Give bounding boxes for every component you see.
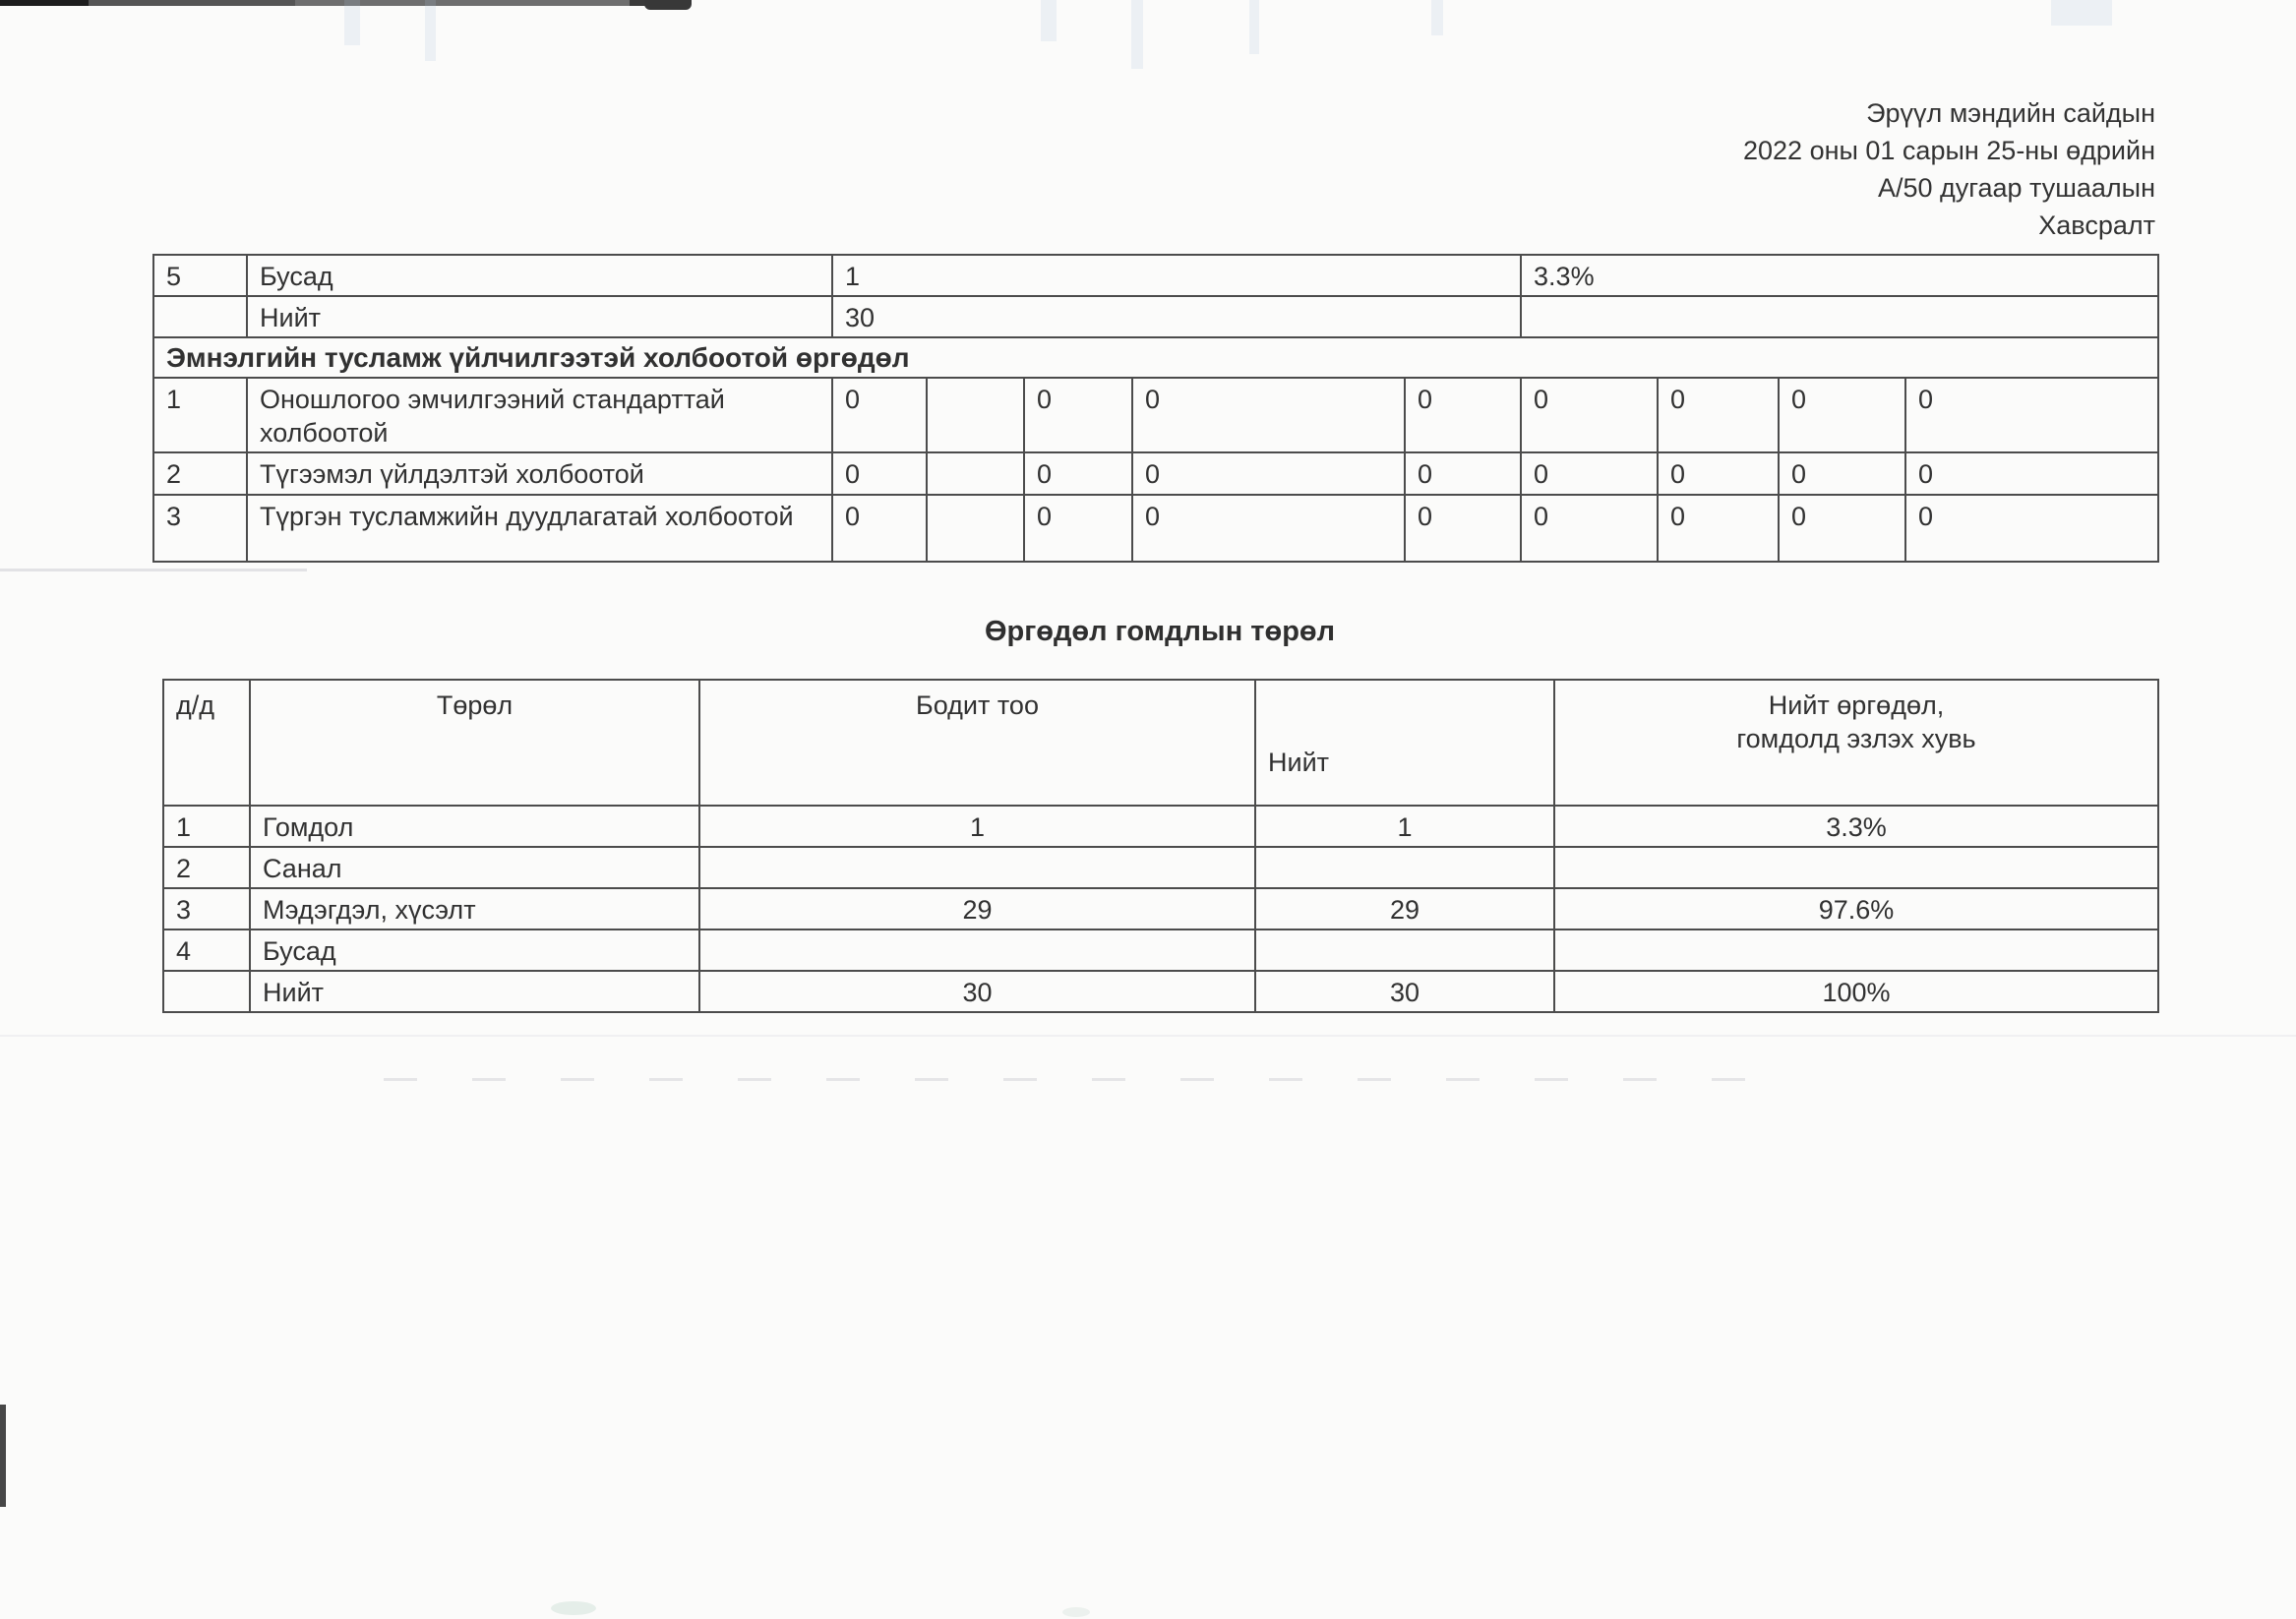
header-line-order: А/50 дугаар тушаалын [1877, 173, 2155, 203]
table-row [163, 929, 2158, 971]
count-cell [927, 495, 1024, 562]
total-cell: 1 [1255, 806, 1554, 847]
count-cell: 0 [1658, 495, 1779, 562]
count-cell [927, 452, 1024, 495]
row-number-cell: 1 [153, 378, 247, 452]
header-line-annex: Хавсралт [2038, 210, 2155, 240]
header-line-date: 2022 оны 01 сарын 25-ны өдрийн [1743, 136, 2155, 165]
count-cell: 0 [1905, 378, 2158, 452]
table-row [153, 378, 2158, 452]
scan-artifact-bleed-line [384, 1078, 1790, 1081]
scan-artifact-top-blob [644, 0, 692, 10]
scan-artifact-smudge [551, 1601, 596, 1615]
category-cell: Оношлогоо эмчилгээний стандарттай холбоотой [247, 378, 832, 452]
header-line-ministry: Эрүүл мэндийн сайдын [1866, 98, 2155, 128]
table-row-total [163, 971, 2158, 1012]
value-cell: 30 [832, 296, 1521, 337]
actual-cell: 1 [699, 806, 1255, 847]
scan-artifact-left-mark [0, 1405, 6, 1507]
section-header-cell: Эмнэлгийн тусламж үйлчилгээтэй холбоотой өргөдөл [153, 337, 2158, 378]
count-cell: 0 [1132, 378, 1405, 452]
scan-artifact-streak [1131, 0, 1143, 69]
share-cell: 97.6% [1554, 888, 2158, 929]
scan-artifact-streak [2051, 0, 2112, 26]
type-cell: Санал [250, 847, 699, 888]
category-cell: Нийт [247, 296, 832, 337]
scan-artifact-faint-line [0, 569, 307, 571]
scan-artifact-top-line [0, 0, 689, 6]
count-cell: 0 [832, 495, 927, 562]
applications-summary-table [152, 254, 2159, 563]
scan-artifact-streak [1431, 0, 1443, 35]
header-share-cell [1554, 680, 2158, 806]
table-row [163, 888, 2158, 929]
category-cell: Түргэн тусламжийн дуудлагатай холбоотой [247, 495, 832, 562]
count-cell: 0 [1132, 452, 1405, 495]
table-row [153, 495, 2158, 562]
header-share-line2: гомдолд эзлэх хувь [1736, 724, 1976, 753]
scan-artifact-smudge [1062, 1607, 1090, 1617]
row-number-cell: 3 [163, 888, 250, 929]
scan-artifact-streak [344, 0, 360, 45]
row-number-cell: 5 [153, 255, 247, 296]
total-cell [1255, 929, 1554, 971]
header-actual-cell: Бодит тоо [699, 680, 1255, 806]
total-cell [1255, 847, 1554, 888]
row-number-cell [163, 971, 250, 1012]
document-header [1270, 94, 2155, 244]
count-cell: 0 [832, 378, 927, 452]
table-row [163, 847, 2158, 888]
share-cell: 3.3% [1554, 806, 2158, 847]
scan-artifact-streak [425, 0, 436, 61]
total-cell: 29 [1255, 888, 1554, 929]
table2-title: Өргөдөл гомдлын төрөл [984, 616, 1336, 647]
row-number-cell: 4 [163, 929, 250, 971]
scan-artifact-faint-line [0, 1035, 2296, 1037]
share-cell [1554, 929, 2158, 971]
scan-artifact-streak [1249, 0, 1259, 54]
share-cell [1554, 847, 2158, 888]
table-header-row [163, 680, 2158, 806]
total-cell: 30 [1255, 971, 1554, 1012]
category-cell: Түгээмэл үйлдэлтэй холбоотой [247, 452, 832, 495]
count-cell: 0 [1521, 378, 1658, 452]
table-row [153, 255, 2158, 296]
row-number-cell: 3 [153, 495, 247, 562]
header-type-cell: Төрөл [250, 680, 699, 806]
category-cell: Бусад [247, 255, 832, 296]
actual-cell: 29 [699, 888, 1255, 929]
count-cell: 0 [832, 452, 927, 495]
table-row [153, 452, 2158, 495]
complaint-types-table [162, 679, 2159, 1013]
count-cell: 0 [1132, 495, 1405, 562]
count-cell: 0 [1905, 452, 2158, 495]
type-cell: Мэдэгдэл, хүсэлт [250, 888, 699, 929]
count-cell: 0 [1521, 452, 1658, 495]
table-row-total [153, 296, 2158, 337]
count-cell: 0 [1779, 378, 1905, 452]
count-cell: 0 [1779, 452, 1905, 495]
actual-cell: 30 [699, 971, 1255, 1012]
row-number-cell: 2 [153, 452, 247, 495]
percent-cell: 3.3% [1521, 255, 2158, 296]
count-cell: 0 [1658, 378, 1779, 452]
scan-artifact-streak [1041, 0, 1057, 41]
count-cell: 0 [1405, 378, 1521, 452]
actual-cell [699, 929, 1255, 971]
count-cell: 0 [1024, 378, 1132, 452]
header-share-line1: Нийт өргөдөл, [1768, 690, 1945, 720]
actual-cell [699, 847, 1255, 888]
section-header-row [153, 337, 2158, 378]
header-num-cell: д/д [163, 680, 250, 806]
type-cell: Бусад [250, 929, 699, 971]
row-number-cell: 1 [163, 806, 250, 847]
count-cell: 0 [1905, 495, 2158, 562]
value-cell: 1 [832, 255, 1521, 296]
count-cell [927, 378, 1024, 452]
share-cell: 100% [1554, 971, 2158, 1012]
count-cell: 0 [1405, 452, 1521, 495]
percent-cell [1521, 296, 2158, 337]
count-cell: 0 [1521, 495, 1658, 562]
count-cell: 0 [1779, 495, 1905, 562]
header-total-cell: Нийт [1255, 680, 1554, 806]
type-cell: Нийт [250, 971, 699, 1012]
count-cell: 0 [1405, 495, 1521, 562]
row-number-cell [153, 296, 247, 337]
type-cell: Гомдол [250, 806, 699, 847]
count-cell: 0 [1658, 452, 1779, 495]
row-number-cell: 2 [163, 847, 250, 888]
table-row [163, 806, 2158, 847]
count-cell: 0 [1024, 495, 1132, 562]
count-cell: 0 [1024, 452, 1132, 495]
